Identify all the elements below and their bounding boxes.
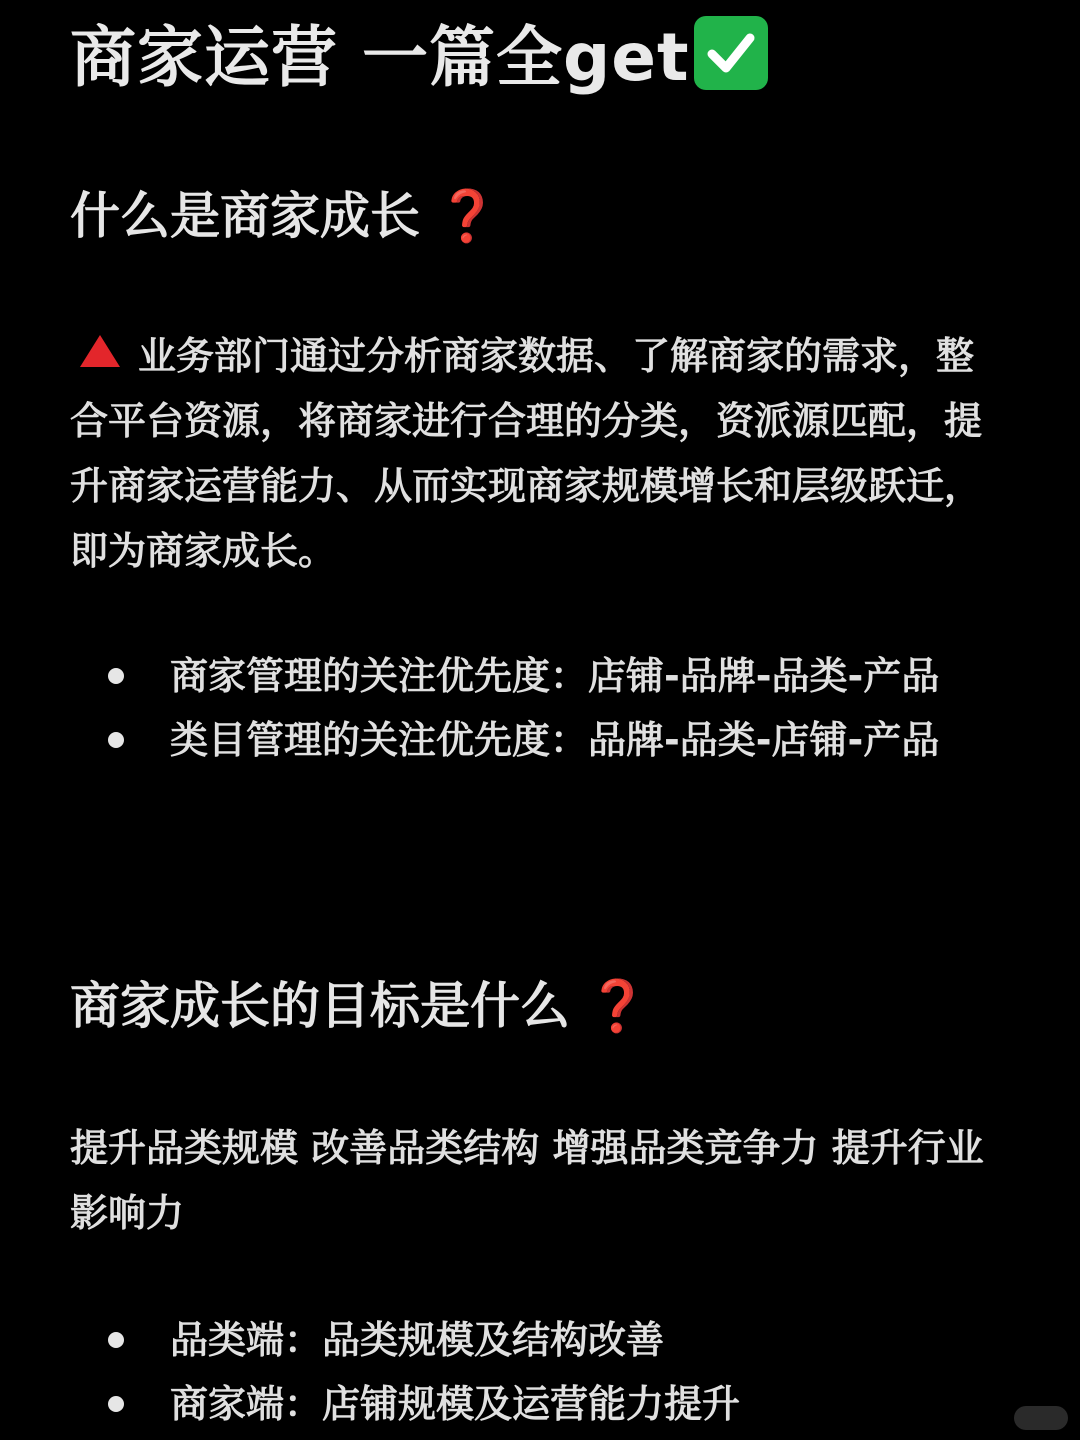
list-item: [0, 644, 1080, 708]
list-item: [0, 708, 1080, 772]
list-item: [0, 1372, 1080, 1436]
red-question-mark-icon: ❓: [586, 977, 649, 1035]
watermark-logo: [1014, 1406, 1068, 1430]
section2-paragraph-text: 提升品类规模 改善品类结构 增强品类竞争力 提升行业影响力: [70, 1126, 984, 1235]
bullet-text: 品类端：品类规模及结构改善: [170, 1318, 665, 1362]
page-title: [70, 14, 768, 102]
bullet-dot: [108, 1332, 124, 1348]
bullet-dot: [108, 668, 124, 684]
red-triangle-icon: [80, 335, 120, 367]
bullet-text: 商家端：店铺规模及运营能力提升: [170, 1382, 741, 1426]
section1-heading-text: 什么是商家成长: [70, 187, 420, 245]
section1-bullet-list: [0, 644, 1080, 772]
section1-paragraph: [70, 324, 1010, 584]
section2-bullet-list: [0, 1308, 1080, 1436]
bullet-text: 商家管理的关注优先度：店铺-品牌-品类-产品: [170, 654, 940, 698]
title-text: 商家运营 一篇全get: [70, 19, 690, 96]
check-mark-button-icon: [694, 16, 768, 90]
section1-heading: [70, 184, 498, 248]
section2-paragraph: [70, 1116, 1010, 1246]
bullet-dot: [108, 732, 124, 748]
bullet-text: 类目管理的关注优先度：品牌-品类-店铺-产品: [170, 718, 940, 762]
section2-heading: [70, 974, 648, 1038]
bullet-dot: [108, 1396, 124, 1412]
red-question-mark-icon: ❓: [436, 187, 499, 245]
section2-heading-text: 商家成长的目标是什么: [70, 977, 570, 1035]
list-item: [0, 1308, 1080, 1372]
section1-paragraph-text: 业务部门通过分析商家数据、了解商家的需求，整合平台资源，将商家进行合理的分类，资派源匹配，提升商家运营能力、从而实现商家规模增长和层级跃迁，即为商家成长。: [70, 334, 983, 573]
